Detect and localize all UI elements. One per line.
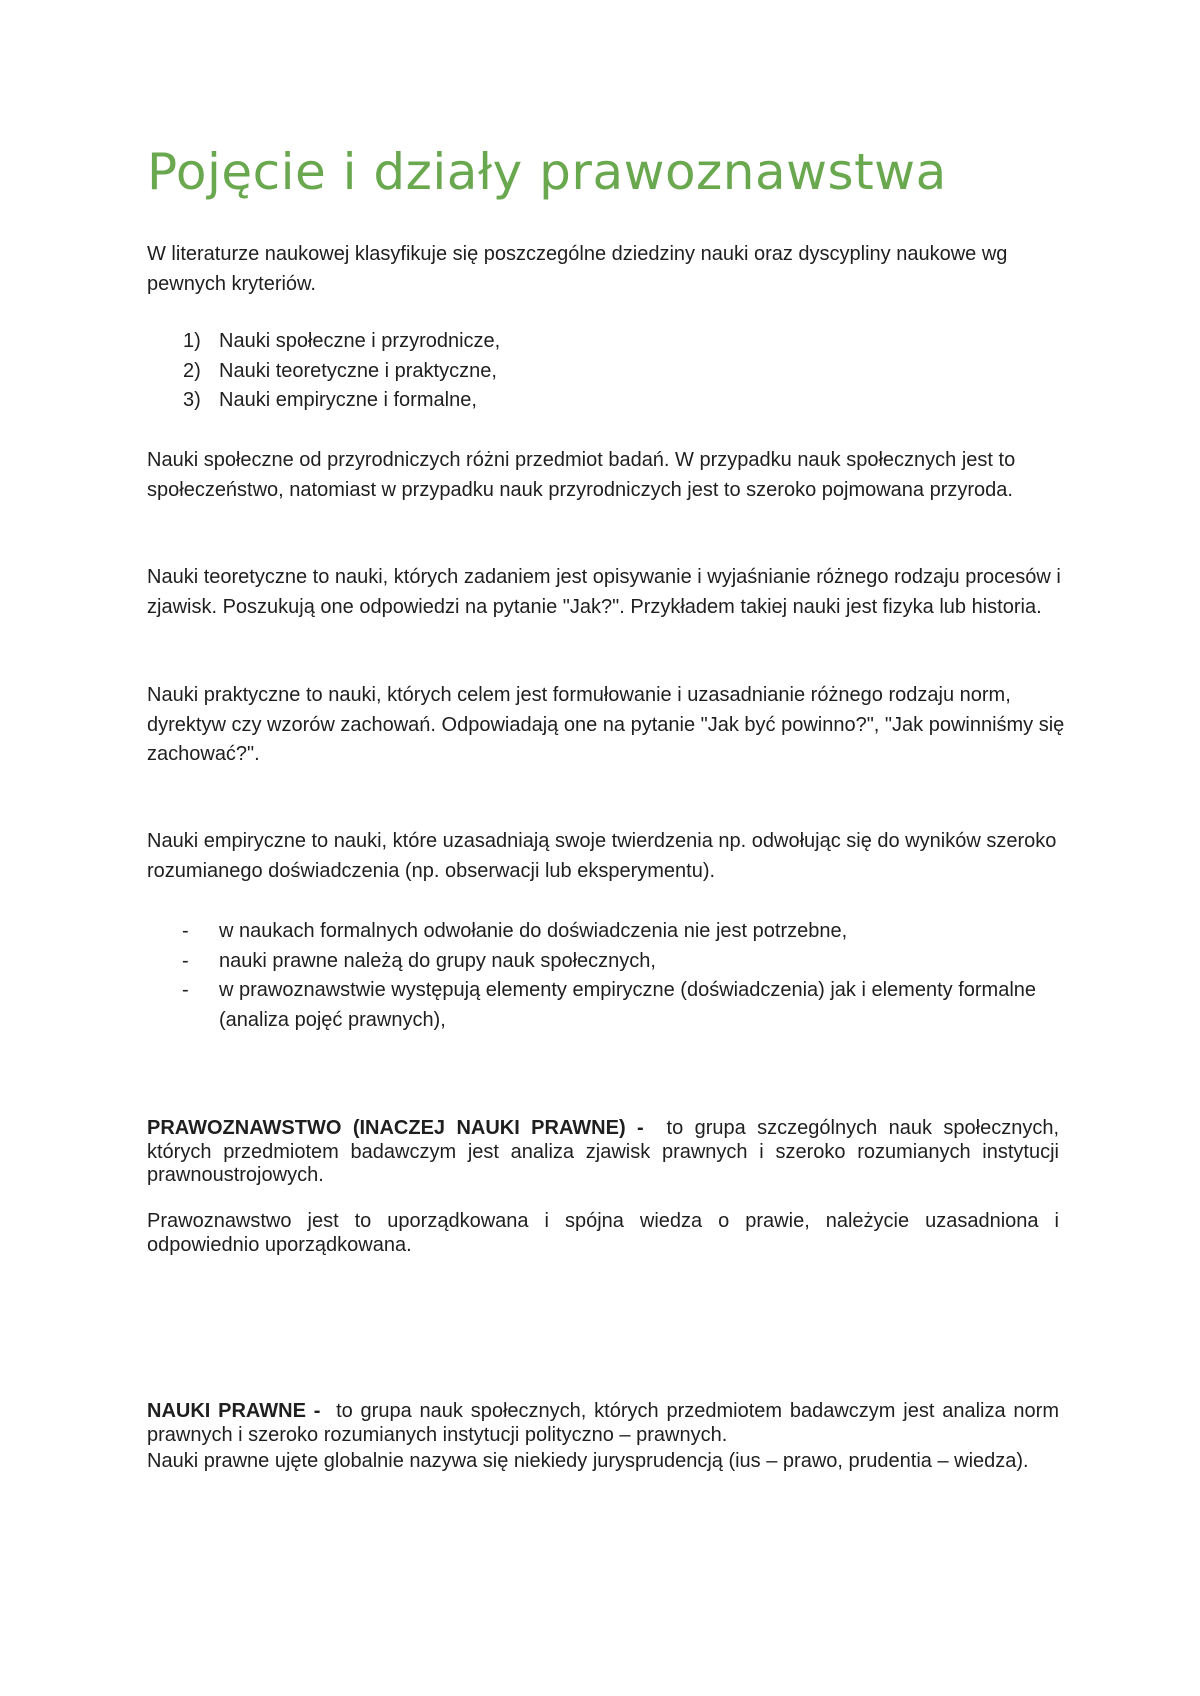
intro-paragraph: W literaturze naukowej klasyfikuje się poszczególne dziedziny nauki oraz dyscypliny naukowe wg pewnych kryteriów.: [147, 243, 1008, 295]
definition-term: PRAWOZNAWSTWO (INACZEJ NAUKI PRAWNE) -: [147, 1117, 644, 1139]
social-sciences-paragraph: Nauki społeczne od przyrodniczych różni przedmiot badań. W przypadku nauk społecznych jest to społeczeństwo, natomiast w przypadku nauk przyrodniczych jest to szeroko pojmowana przyroda.: [147, 449, 1016, 501]
definition-text: to grupa nauk społecznych, których przedmiotem badawczym jest analiza norm prawnych i szeroko rozumianych instytucji polityczno – prawnych.: [147, 1400, 1059, 1446]
prawoznawstwo-definition: [147, 1117, 1059, 1188]
nauki-prawne-definition: [147, 1400, 1059, 1477]
definition-text: to grupa szczególnych nauk społecznych, których przedmiotem badawczym jest analiza zjawisk prawnych i szeroko rozumianych instytucji prawnoustrojowych.: [147, 1117, 1059, 1186]
list-item-text: Nauki empiryczne i formalne,: [219, 389, 477, 411]
criteria-list: [147, 327, 1067, 416]
list-item-text: nauki prawne należą do grupy nauk społecznych,: [219, 949, 656, 972]
practical-sciences-paragraph: Nauki praktyczne to nauki, których celem jest formułowanie i uzasadnianie różnego rodzaju norm, dyrektyw czy wzorów zachowań. Odpowiadają one na pytanie "Jak być powinno?", "Jak powinniśmy się zachować?".: [147, 684, 1065, 765]
list-item-text: w naukach formalnych odwołanie do doświadczenia nie jest potrzebne,: [219, 920, 848, 942]
list-item: [147, 327, 1067, 357]
list-item: [147, 917, 1067, 947]
list-marker: -: [182, 920, 189, 942]
list-item-text: w prawoznawstwie występują elementy empiryczne (doświadczenia) jak i elementy formalne (analiza pojęć prawnych),: [219, 979, 1037, 1031]
list-item: [147, 386, 1067, 416]
page-title: Pojęcie i działy prawoznawstwa: [147, 143, 947, 201]
list-marker: 2): [183, 359, 201, 382]
list-marker: -: [182, 979, 189, 1001]
list-item-text: Nauki teoretyczne i praktyczne,: [219, 359, 497, 382]
list-marker: 1): [183, 330, 201, 352]
prawoznawstwo-paragraph: Prawoznawstwo jest to uporządkowana i spójna wiedza o prawie, należycie uzasadniona i odpowiednio uporządkowana.: [147, 1210, 1059, 1256]
theoretical-sciences-paragraph: Nauki teoretyczne to nauki, których zadaniem jest opisywanie i wyjaśnianie różnego rodzaju procesów i zjawisk. Poszukują one odpowiedzi na pytanie "Jak?". Przykładem takiej nauki jest fizyka lub historia.: [147, 566, 1061, 618]
notes-dash-list: [147, 917, 1067, 1035]
list-marker: 3): [183, 389, 201, 411]
jurisprudence-paragraph: Nauki prawne ujęte globalnie nazywa się niekiedy jurysprudencją (ius – prawo, prudentia – wiedza).: [147, 1450, 1029, 1472]
definition-term: NAUKI PRAWNE -: [147, 1400, 321, 1422]
list-item: [147, 947, 1067, 977]
empirical-sciences-paragraph: Nauki empiryczne to nauki, które uzasadniają swoje twierdzenia np. odwołując się do wyników szeroko rozumianego doświadczenia (np. obserwacji lub eksperymentu).: [147, 830, 1057, 882]
list-marker: -: [182, 949, 189, 972]
list-item: [147, 976, 1067, 1035]
list-item-text: Nauki społeczne i przyrodnicze,: [219, 330, 501, 352]
list-item: [147, 357, 1067, 387]
